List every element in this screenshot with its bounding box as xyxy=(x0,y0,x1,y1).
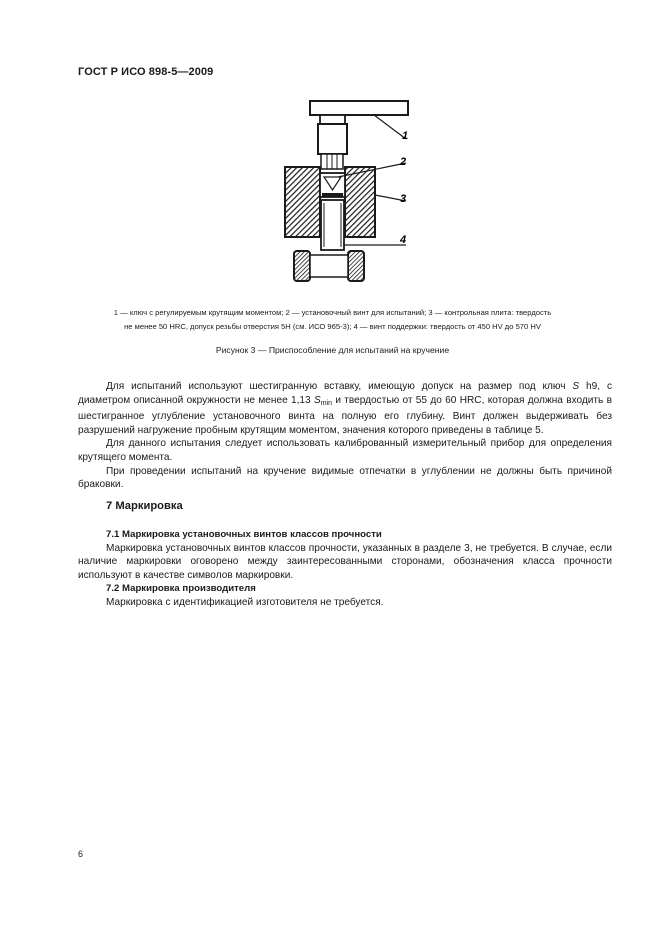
wrench-stem xyxy=(320,115,345,124)
section-7-body xyxy=(78,528,612,610)
callout-1: 1 xyxy=(402,130,409,142)
subsection-7-2-text: Маркировка с идентификацией изготовителя не требуется. xyxy=(106,596,384,608)
test-plate-left xyxy=(285,167,320,237)
subsection-7-1-title: 7.1 Маркировка установочных винтов классов прочности xyxy=(106,529,382,540)
page-number: 6 xyxy=(78,849,84,859)
test-description xyxy=(78,380,612,492)
figure-legend-line-1: 1 — ключ с регулируемым крутящим моментом; 2 — установочный винт для испытаний; 3 — контрольная плита: твердость xyxy=(113,308,552,317)
figure-title: Рисунок 3 — Приспособление для испытаний на кручение xyxy=(215,345,450,355)
callout-2: 2 xyxy=(400,156,407,168)
figure-legend-line-2: не менее 50 HRC, допуск резьбы отверстия 5H (см. ИСО 965-3); 4 — винт поддержки: твердость от 450 HV до 570 HV xyxy=(124,321,541,331)
subsection-7-2-title: 7.2 Маркировка производителя xyxy=(106,583,256,595)
paragraph-calibrated-device: Для данного испытания следует использовать калиброванный измерительный прибор для определения крутящего момента. xyxy=(78,438,612,463)
wrench-body xyxy=(318,124,347,154)
torsion-test-fixture-figure xyxy=(278,95,418,295)
callout-4: 4 xyxy=(400,234,407,246)
nut-right xyxy=(348,251,364,281)
paragraph-hex-insert: Для испытаний используют шестигранную вставку, имеющую допуск на размер под ключ S h9, с диаметром описанной окружности не менее 1,13 $S_{min}$ и твердостью от 55 до 60 HRC, которая должна входить в шестигранное углубление установочного винта на полную его глубину. Винт должен выдерживать без разрушений нагружение пробным крутящим моментом, значения которого приведены в таблице 5. xyxy=(78,381,613,436)
document-header: ГОСТ Р ИСО 898-5—2009 xyxy=(78,66,214,78)
callout-3: 3 xyxy=(400,193,407,205)
subsection-7-1-text: Маркировка установочных винтов классов прочности, указанных в разделе 3, не требуется. В случае, если наличие маркировки оговорено между заинтересованными сторонами, обозначения класса прочности используют в качестве символов маркировки. xyxy=(78,542,612,581)
nut-left xyxy=(294,251,310,281)
fixture-drawing xyxy=(278,95,418,295)
figure-legend xyxy=(80,306,585,333)
paragraph-visible-marks: При проведении испытаний на кручение видимые отпечатки в углублении не должны быть причиной браковки. xyxy=(78,465,612,491)
test-plate-right xyxy=(345,167,375,237)
section-7-title: 7 Маркировка xyxy=(106,500,183,512)
wrench-handle xyxy=(310,101,408,115)
